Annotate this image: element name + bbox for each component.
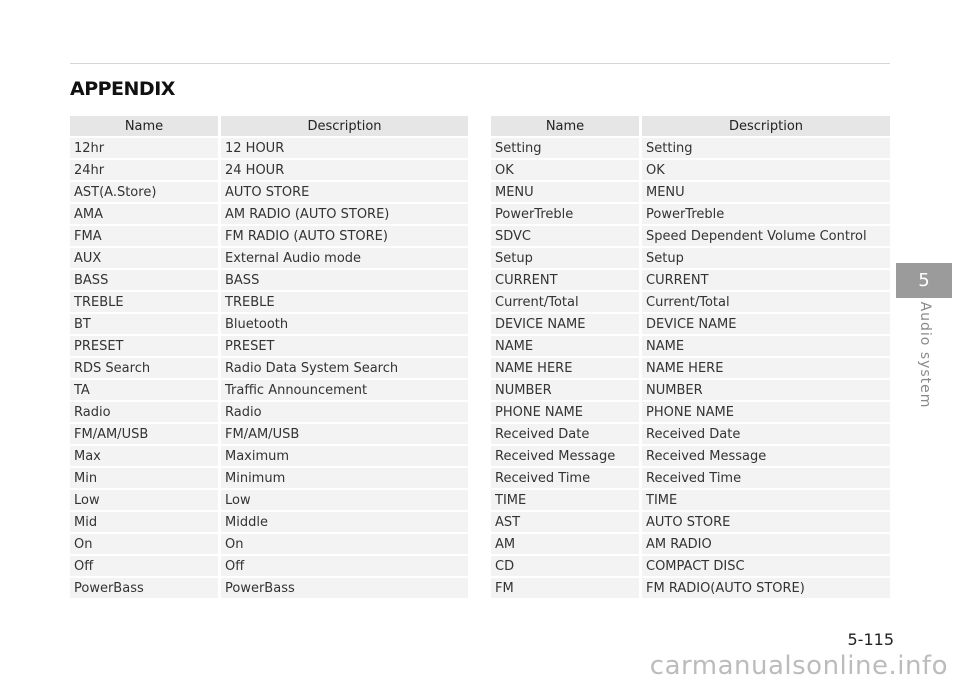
table-row — [491, 226, 890, 246]
table-row — [70, 336, 468, 356]
row-name-cell: AM — [491, 534, 642, 554]
row-name-cell: Setup — [491, 248, 642, 268]
table-row — [491, 556, 890, 576]
table-row — [70, 138, 468, 158]
row-description-cell: FM RADIO (AUTO STORE) — [221, 226, 468, 246]
row-description-cell: Radio Data System Search — [221, 358, 468, 378]
table-row — [491, 534, 890, 554]
table-row — [491, 468, 890, 488]
table-row — [70, 402, 468, 422]
row-description-cell: AUTO STORE — [221, 182, 468, 202]
table-row — [70, 314, 468, 334]
row-name-cell: Current/Total — [491, 292, 642, 312]
table-header-row — [491, 116, 890, 136]
row-name-cell: Radio — [70, 402, 221, 422]
row-name-cell: 24hr — [70, 160, 221, 180]
row-name-cell: FM/AM/USB — [70, 424, 221, 444]
row-name-cell: NAME — [491, 336, 642, 356]
row-name-cell: RDS Search — [70, 358, 221, 378]
row-description-cell: Speed Dependent Volume Control — [642, 226, 890, 246]
page-title: APPENDIX — [70, 78, 175, 100]
row-description-cell: Radio — [221, 402, 468, 422]
watermark: carmanualsonline.info — [649, 651, 948, 681]
row-description-cell: OK — [642, 160, 890, 180]
row-description-cell: BASS — [221, 270, 468, 290]
table-row — [70, 556, 468, 576]
row-name-cell: Min — [70, 468, 221, 488]
row-name-cell: Low — [70, 490, 221, 510]
row-name-cell: CURRENT — [491, 270, 642, 290]
row-name-cell: AST(A.Store) — [70, 182, 221, 202]
row-description-cell: AUTO STORE — [642, 512, 890, 532]
row-description-cell: 12 HOUR — [221, 138, 468, 158]
table-row — [70, 358, 468, 378]
table-row — [70, 380, 468, 400]
row-description-cell: Middle — [221, 512, 468, 532]
row-description-cell: DEVICE NAME — [642, 314, 890, 334]
row-name-cell: PowerTreble — [491, 204, 642, 224]
table-row — [70, 160, 468, 180]
row-name-cell: FM — [491, 578, 642, 598]
row-description-cell: COMPACT DISC — [642, 556, 890, 576]
row-name-cell: Mid — [70, 512, 221, 532]
row-description-cell: Received Time — [642, 468, 890, 488]
table-row — [491, 402, 890, 422]
row-name-cell: TIME — [491, 490, 642, 510]
table-row — [70, 578, 468, 598]
row-description-cell: AM RADIO — [642, 534, 890, 554]
column-header-description: Description — [642, 116, 890, 136]
table-row — [491, 292, 890, 312]
row-name-cell: AMA — [70, 204, 221, 224]
row-description-cell: Off — [221, 556, 468, 576]
row-name-cell: Max — [70, 446, 221, 466]
row-description-cell: FM/AM/USB — [221, 424, 468, 444]
chapter-tab: 5 — [896, 263, 952, 298]
table-row — [491, 446, 890, 466]
row-description-cell: TREBLE — [221, 292, 468, 312]
table-row — [491, 160, 890, 180]
abbreviation-table-right — [491, 114, 890, 600]
row-name-cell: TA — [70, 380, 221, 400]
row-name-cell: AST — [491, 512, 642, 532]
table-row — [70, 468, 468, 488]
row-name-cell: SDVC — [491, 226, 642, 246]
row-name-cell: Received Time — [491, 468, 642, 488]
table-row — [491, 270, 890, 290]
row-name-cell: PRESET — [70, 336, 221, 356]
table-row — [70, 226, 468, 246]
row-description-cell: MENU — [642, 182, 890, 202]
table-row — [70, 270, 468, 290]
table-row — [491, 358, 890, 378]
row-description-cell: Received Date — [642, 424, 890, 444]
row-description-cell: Received Message — [642, 446, 890, 466]
table-header-row — [70, 116, 468, 136]
row-description-cell: 24 HOUR — [221, 160, 468, 180]
table-row — [491, 336, 890, 356]
row-description-cell: Current/Total — [642, 292, 890, 312]
table-row — [491, 512, 890, 532]
table-row — [70, 512, 468, 532]
row-name-cell: PowerBass — [70, 578, 221, 598]
table-row — [70, 204, 468, 224]
row-description-cell: AM RADIO (AUTO STORE) — [221, 204, 468, 224]
row-name-cell: TREBLE — [70, 292, 221, 312]
row-name-cell: PHONE NAME — [491, 402, 642, 422]
row-name-cell: CD — [491, 556, 642, 576]
table-row — [491, 138, 890, 158]
row-name-cell: NUMBER — [491, 380, 642, 400]
row-name-cell: MENU — [491, 182, 642, 202]
row-description-cell: FM RADIO(AUTO STORE) — [642, 578, 890, 598]
row-name-cell: Received Date — [491, 424, 642, 444]
row-description-cell: Maximum — [221, 446, 468, 466]
row-description-cell: Bluetooth — [221, 314, 468, 334]
table-row — [70, 424, 468, 444]
row-description-cell: PowerBass — [221, 578, 468, 598]
row-name-cell: NAME HERE — [491, 358, 642, 378]
top-divider — [70, 63, 890, 64]
table-row — [70, 446, 468, 466]
row-description-cell: PHONE NAME — [642, 402, 890, 422]
table-row — [491, 578, 890, 598]
table-row — [70, 248, 468, 268]
table-row — [70, 490, 468, 510]
row-description-cell: External Audio mode — [221, 248, 468, 268]
row-name-cell: 12hr — [70, 138, 221, 158]
page-number: 5-115 — [847, 630, 894, 649]
column-header-name: Name — [491, 116, 642, 136]
row-name-cell: AUX — [70, 248, 221, 268]
row-name-cell: On — [70, 534, 221, 554]
row-name-cell: Off — [70, 556, 221, 576]
table-row — [491, 248, 890, 268]
row-description-cell: TIME — [642, 490, 890, 510]
table-row — [491, 380, 890, 400]
row-description-cell: NUMBER — [642, 380, 890, 400]
row-name-cell: BT — [70, 314, 221, 334]
column-header-description: Description — [221, 116, 468, 136]
row-description-cell: Setting — [642, 138, 890, 158]
row-name-cell: Received Message — [491, 446, 642, 466]
row-description-cell: PRESET — [221, 336, 468, 356]
row-description-cell: NAME — [642, 336, 890, 356]
row-description-cell: NAME HERE — [642, 358, 890, 378]
table-row — [70, 292, 468, 312]
chapter-label: Audio system — [917, 301, 933, 409]
row-description-cell: On — [221, 534, 468, 554]
row-description-cell: Setup — [642, 248, 890, 268]
table-row — [491, 204, 890, 224]
row-name-cell: FMA — [70, 226, 221, 246]
row-name-cell: OK — [491, 160, 642, 180]
row-description-cell: Low — [221, 490, 468, 510]
table-row — [491, 314, 890, 334]
row-name-cell: DEVICE NAME — [491, 314, 642, 334]
table-row — [491, 424, 890, 444]
column-header-name: Name — [70, 116, 221, 136]
abbreviation-table-left — [70, 114, 468, 600]
table-row — [491, 490, 890, 510]
table-row — [70, 182, 468, 202]
row-description-cell: CURRENT — [642, 270, 890, 290]
row-description-cell: Minimum — [221, 468, 468, 488]
table-row — [491, 182, 890, 202]
row-description-cell: PowerTreble — [642, 204, 890, 224]
row-name-cell: Setting — [491, 138, 642, 158]
row-description-cell: Traffic Announcement — [221, 380, 468, 400]
row-name-cell: BASS — [70, 270, 221, 290]
table-row — [70, 534, 468, 554]
